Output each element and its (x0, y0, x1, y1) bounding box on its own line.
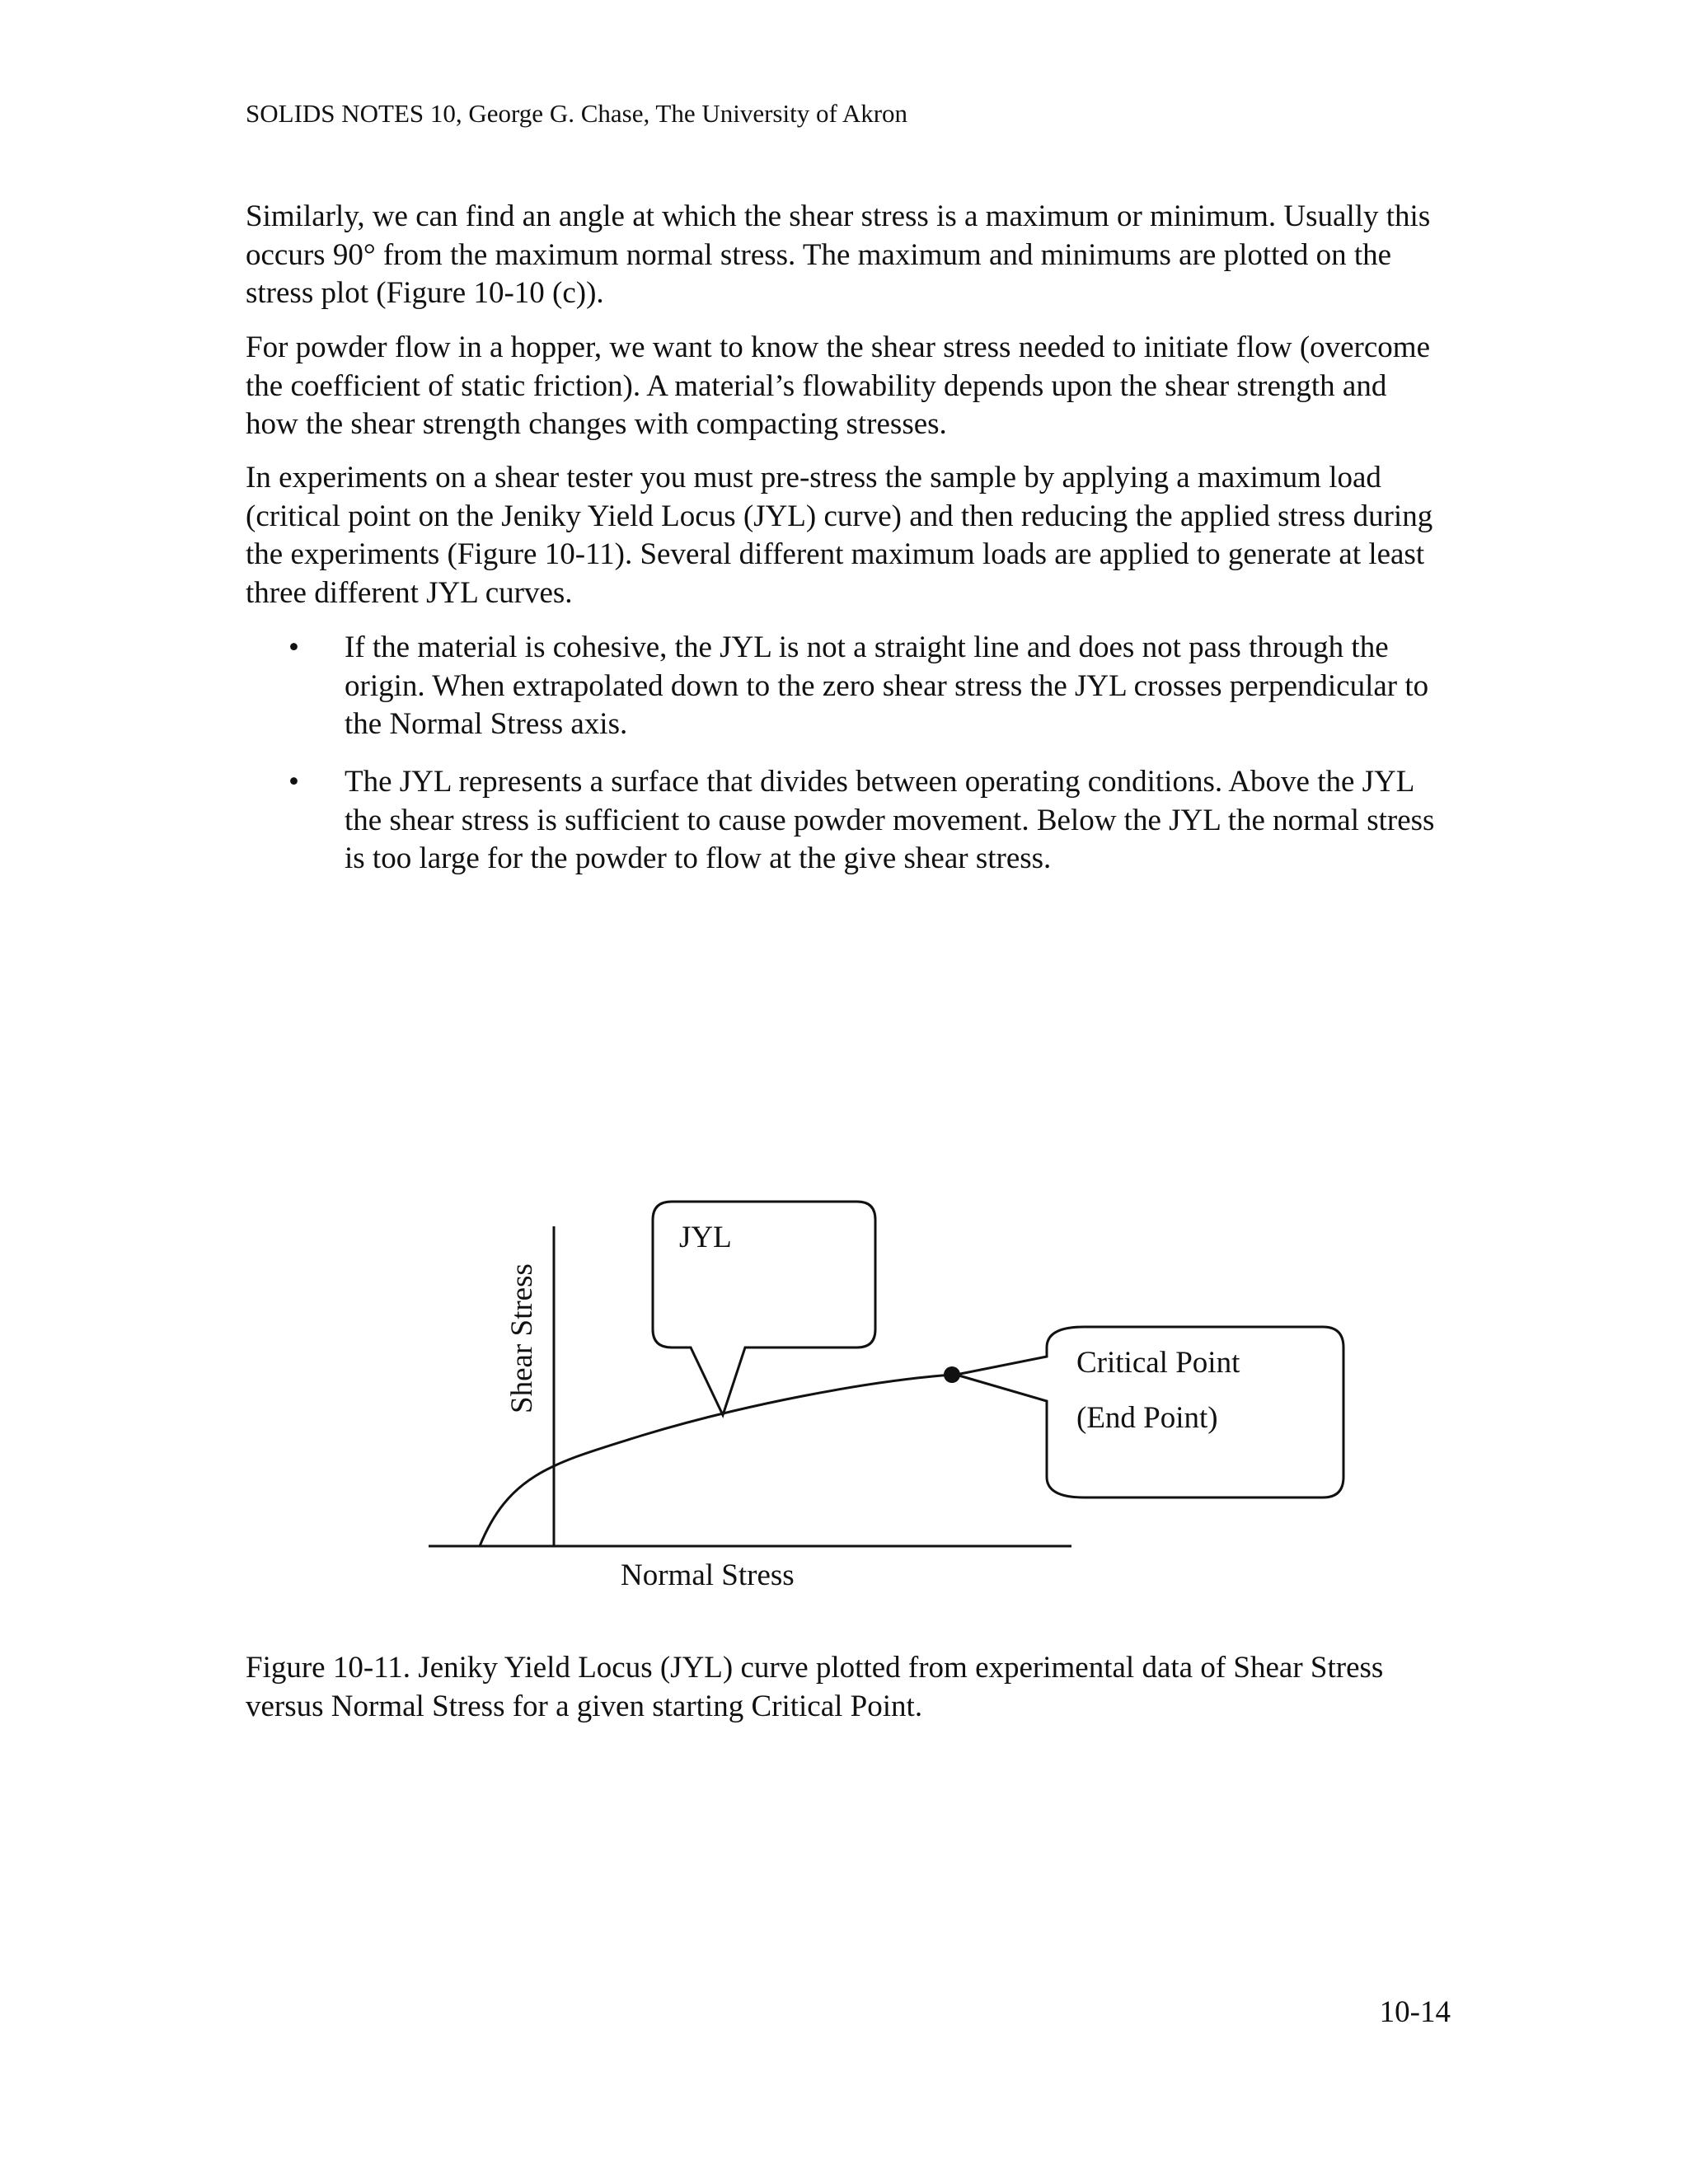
y-axis-label: Shear Stress (505, 1263, 539, 1413)
jyl-callout-label: JYL (679, 1221, 732, 1254)
bullet-marker: • (288, 765, 299, 799)
end-point-label: (End Point) (1076, 1401, 1218, 1435)
x-axis-label: Normal Stress (621, 1558, 795, 1592)
running-header: SOLIDS NOTES 10, George G. Chase, The University of Akron (246, 99, 908, 128)
paragraph-shear-angle: Similarly, we can find an angle at which the shear stress is a maximum or minimum. Usually this occurs 90° from the maximum normal stress. The maximum and minimums are plotted on the stress plot (Figure 10-10 (c)). (246, 199, 1431, 310)
paragraph-shear-tester: In experiments on a shear tester you must pre-stress the sample by applying a maximum load (critical point on the Jeniky Yield Locus (JYL) curve) and then reducing the applied stress during the experiments (Figure 10-11). Several different maximum loads are applied to generate at least three different JYL curves. (246, 461, 1433, 610)
bullet-text: If the material is cohesive, the JYL is not a straight line and does not pass through the origin. When extrapolated down to the zero shear stress the JYL crosses perpendicular to the Normal Stress axis. (345, 630, 1429, 741)
critical-point-label: Critical Point (1076, 1346, 1240, 1380)
page-number: 10-14 (1379, 1995, 1451, 2029)
figure-caption: Figure 10-11. Jeniky Yield Locus (JYL) curve plotted from experimental data of Shear Stress versus Normal Stress for a given starting Critical Point. (246, 1651, 1384, 1723)
bullet-marker: • (288, 630, 299, 664)
bullet-text: The JYL represents a surface that divides between operating conditions. Above the JYL the shear stress is sufficient to cause powder movement. Below the JYL the normal stress is too large for the powder to flow at the give shear stress. (345, 765, 1435, 875)
paragraph-powder-flow: For powder flow in a hopper, we want to know the shear stress needed to initiate flow (overcome the coefficient of static friction). A material’s flowability depends upon the shear strength and how the shear strength changes with compacting stresses. (246, 330, 1431, 441)
